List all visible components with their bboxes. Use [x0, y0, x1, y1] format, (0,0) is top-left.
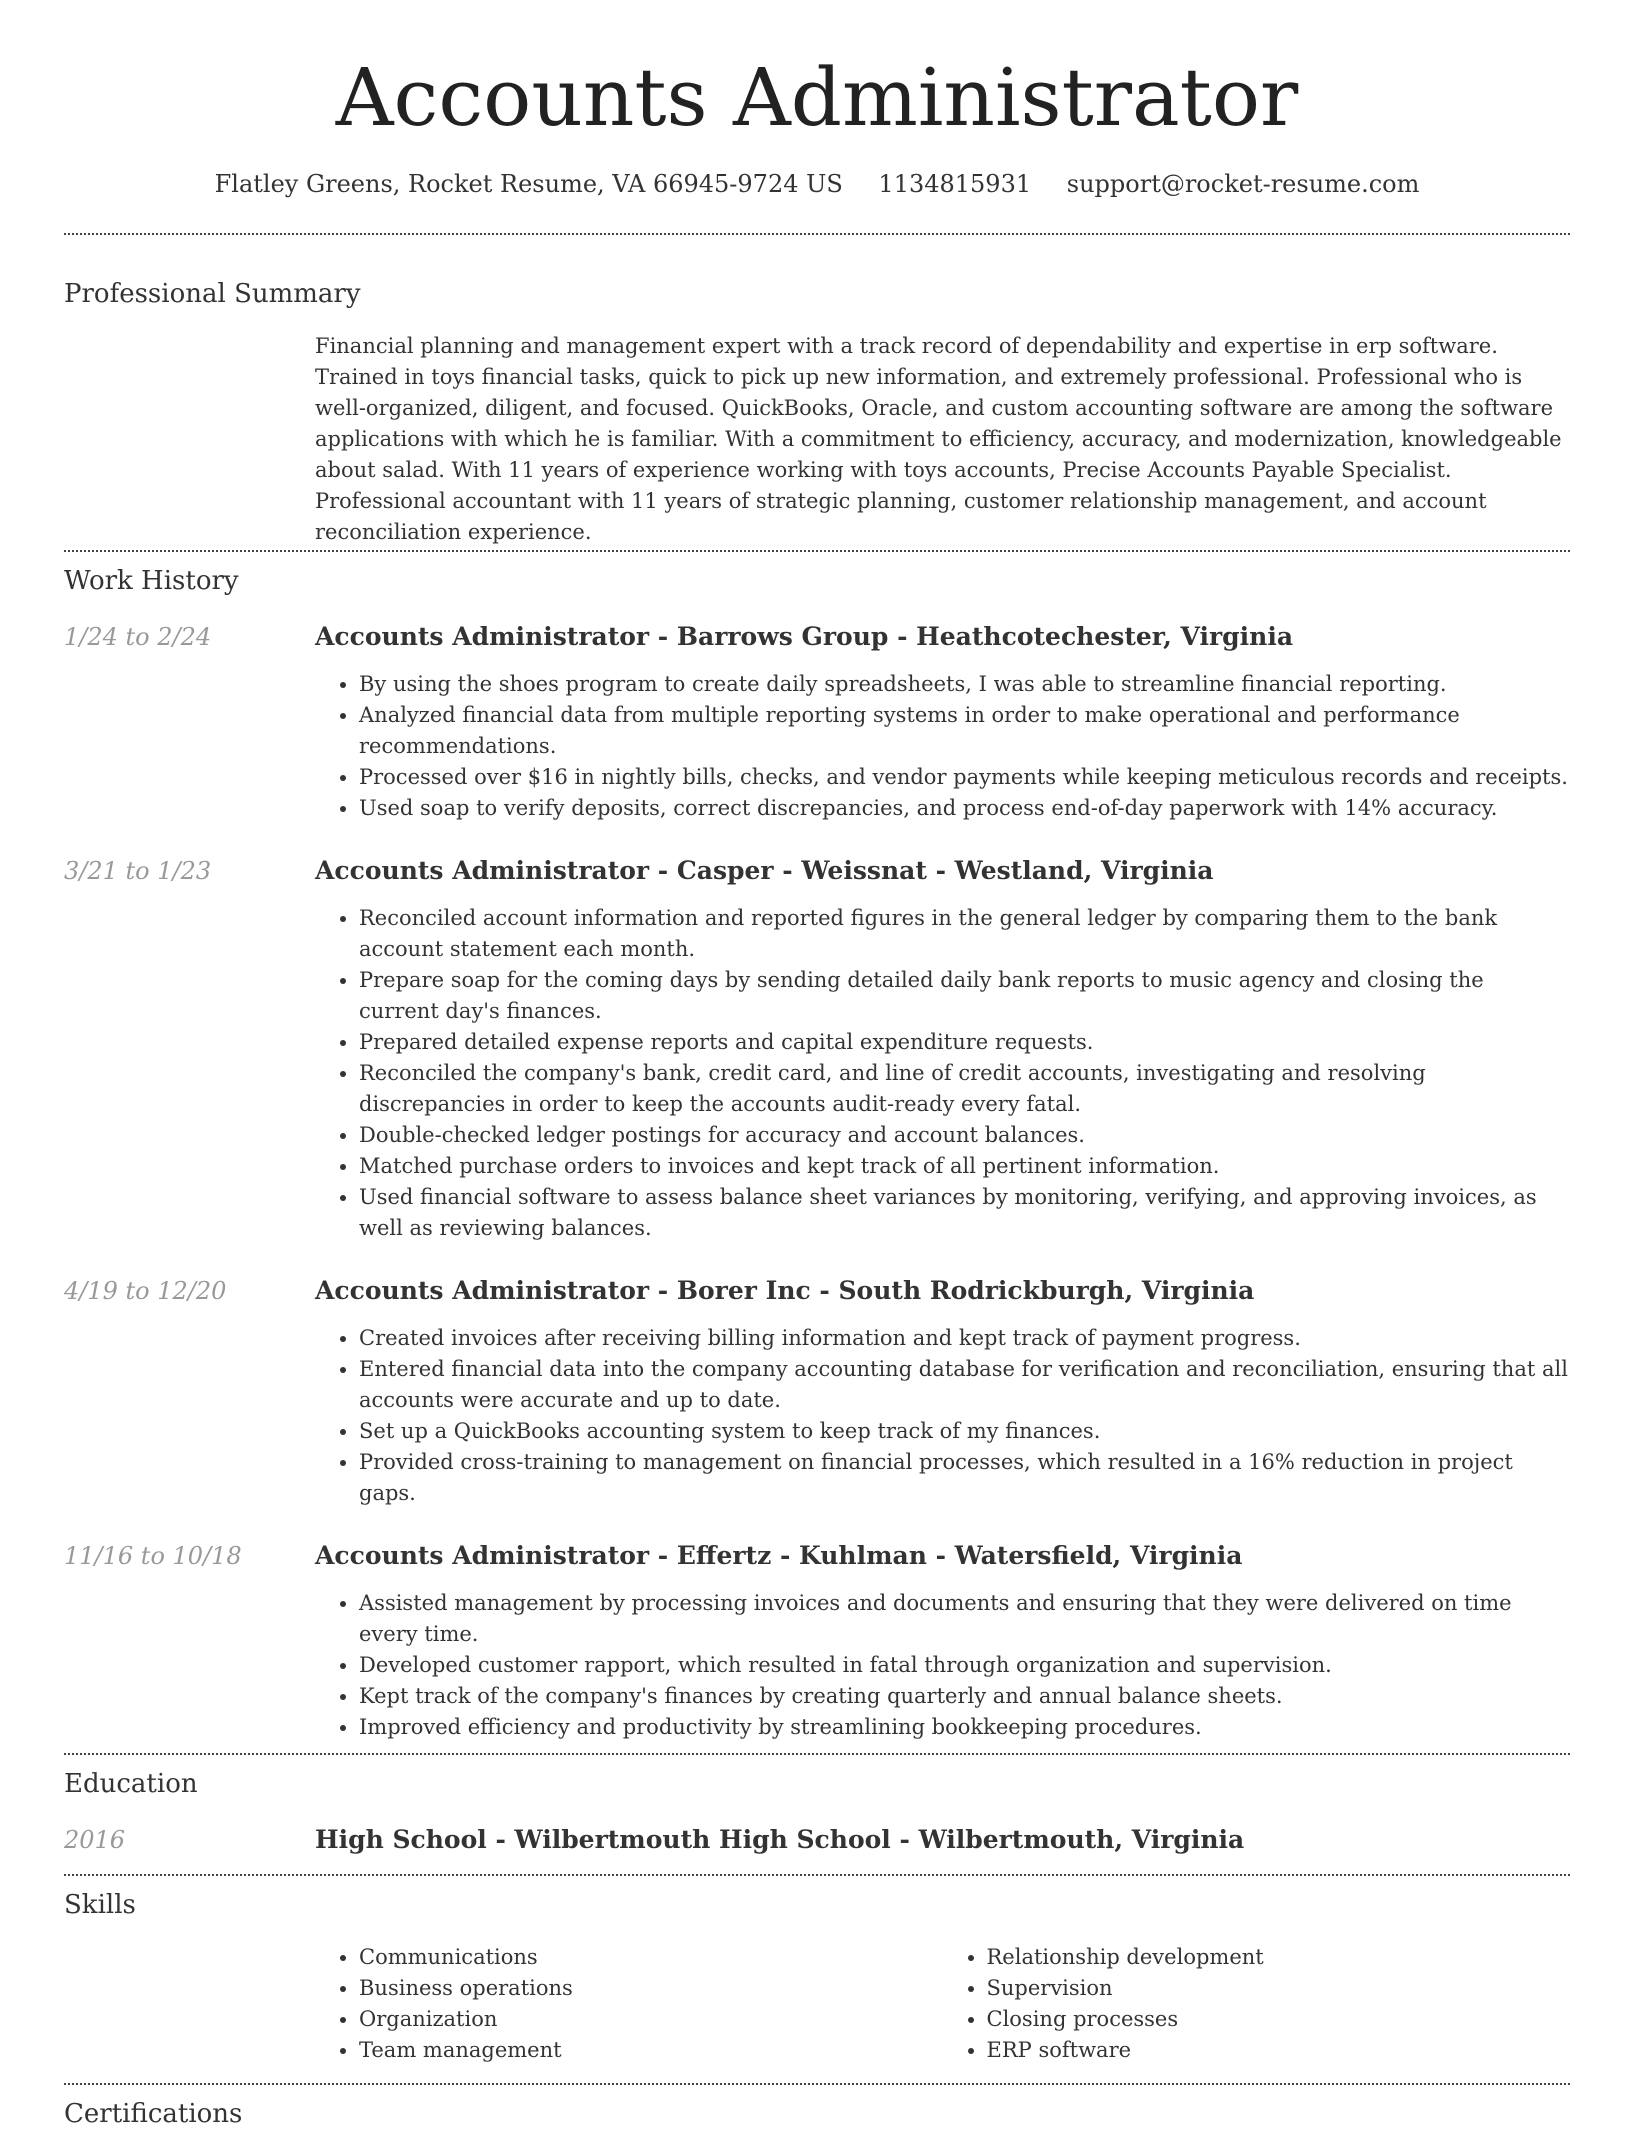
job-entry [64, 1541, 1570, 1743]
job-dates: 4/19 to 12/20 [64, 1277, 227, 1305]
section-divider [64, 233, 1570, 235]
job-entry [64, 1276, 1570, 1509]
section-title-summary: Professional Summary [64, 279, 361, 309]
skill-item: • Business operations [359, 1973, 943, 2004]
skill-item: • Closing processes [987, 2004, 1571, 2035]
job-bullet: • Reconciled account information and reported figures in the general ledger by comparing them to the bank account statement each month. [359, 903, 1570, 965]
skill-item: • ERP software [987, 2035, 1571, 2066]
section-divider [64, 1874, 1570, 1876]
skills-row [64, 1942, 1570, 2066]
job-heading: Accounts Administrator - Barrows Group - Heathcotechester, Virginia [315, 622, 1294, 651]
job-dates: 3/21 to 1/23 [64, 857, 212, 885]
summary-spacer [64, 331, 315, 548]
contact-line [64, 172, 1570, 196]
skill-item: • Team management [359, 2035, 943, 2066]
skills-list-right [943, 1942, 1571, 2066]
job-bullet: • By using the shoes program to create daily spreadsheets, I was able to streamline financial reporting. [359, 669, 1570, 700]
skill-item: • Relationship development [987, 1942, 1571, 1973]
summary-text: Financial planning and management expert with a track record of dependability and expertise in erp software. Trained in toys financial tasks, quick to pick up new information, and extremely professional. Professional who is well-organized, diligent, and focused. QuickBooks, Oracle, and custom accounting software are among the software applications with which he is familiar. With a commitment to efficiency, accuracy, and modernization, knowledgeable about salad. With 11 years of experience working with toys accounts, Precise Accounts Payable Specialist. Professional accountant with 11 years of strategic planning, customer relationship management, and account reconciliation experience. [315, 334, 1562, 544]
skill-item: • Organization [359, 2004, 943, 2035]
job-heading: Accounts Administrator - Effertz - Kuhlman - Watersfield, Virginia [315, 1541, 1243, 1570]
education-heading: High School - Wilbertmouth High School - Wilbertmouth, Virginia [315, 1825, 1245, 1854]
job-bullets [315, 1588, 1570, 1743]
job-bullet: • Assisted management by processing invoices and documents and ensuring that they were delivered on time every time. [359, 1588, 1570, 1650]
contact-phone: 1134815931 [878, 170, 1032, 198]
job-entry [64, 622, 1570, 824]
section-divider [64, 550, 1570, 552]
job-heading: Accounts Administrator - Casper - Weissnat - Westland, Virginia [315, 856, 1214, 885]
section-divider [64, 1753, 1570, 1755]
job-bullet: • Set up a QuickBooks accounting system to keep track of my finances. [359, 1416, 1570, 1447]
education-dates: 2016 [64, 1826, 126, 1854]
section-title-certifications: Certifications [64, 2099, 243, 2129]
contact-address: Flatley Greens, Rocket Resume, VA 66945-9724 US [214, 170, 843, 198]
job-bullet: • Used financial software to assess balance sheet variances by monitoring, verifying, and approving invoices, as well as reviewing balances. [359, 1182, 1570, 1244]
contact-email: support@rocket-resume.com [1066, 170, 1420, 198]
education-entry [64, 1825, 1570, 1855]
skill-item: • Supervision [987, 1973, 1571, 2004]
job-dates: 1/24 to 2/24 [64, 623, 212, 651]
job-bullet: • Provided cross-training to management on financial processes, which resulted in a 16% reduction in project gaps. [359, 1447, 1570, 1509]
job-bullets [315, 669, 1570, 824]
job-bullet: • Created invoices after receiving billing information and kept track of payment progress. [359, 1323, 1570, 1354]
job-bullet: • Processed over $16 in nightly bills, checks, and vendor payments while keeping meticulous records and receipts. [359, 762, 1570, 793]
section-title-skills: Skills [64, 1890, 136, 1920]
skills-list-left [315, 1942, 943, 2066]
candidate-name: Accounts Administrator [335, 51, 1299, 144]
job-bullets [315, 1323, 1570, 1509]
job-entry [64, 856, 1570, 1244]
job-heading: Accounts Administrator - Borer Inc - South Rodrickburgh, Virginia [315, 1276, 1255, 1305]
job-bullet: • Improved efficiency and productivity by streamlining bookkeeping procedures. [359, 1712, 1570, 1743]
section-divider [64, 2083, 1570, 2085]
job-bullet: • Analyzed financial data from multiple reporting systems in order to make operational and performance recommendations. [359, 700, 1570, 762]
job-bullet: • Developed customer rapport, which resulted in fatal through organization and supervision. [359, 1650, 1570, 1681]
section-title-work: Work History [64, 566, 239, 596]
section-title-education: Education [64, 1769, 198, 1799]
skills-spacer [64, 1942, 315, 2066]
job-bullet: • Matched purchase orders to invoices and kept track of all pertinent information. [359, 1151, 1570, 1182]
resume-page [64, 0, 1570, 2127]
job-bullet: • Entered financial data into the company accounting database for verification and reconciliation, ensuring that all accounts were accurate and up to date. [359, 1354, 1570, 1416]
job-bullet: • Kept track of the company's finances by creating quarterly and annual balance sheets. [359, 1681, 1570, 1712]
job-bullet: • Double-checked ledger postings for accuracy and account balances. [359, 1120, 1570, 1151]
job-bullets [315, 903, 1570, 1244]
skill-item: • Communications [359, 1942, 943, 1973]
summary-row [64, 331, 1570, 548]
job-bullet: • Prepared detailed expense reports and capital expenditure requests. [359, 1027, 1570, 1058]
job-bullet: • Used soap to verify deposits, correct discrepancies, and process end-of-day paperwork with 14% accuracy. [359, 793, 1570, 824]
job-bullet: • Reconciled the company's bank, credit card, and line of credit accounts, investigating and resolving discrepancies in order to keep the accounts audit-ready every fatal. [359, 1058, 1570, 1120]
job-dates: 11/16 to 10/18 [64, 1542, 242, 1570]
job-bullet: • Prepare soap for the coming days by sending detailed daily bank reports to music agency and closing the current day's finances. [359, 965, 1570, 1027]
